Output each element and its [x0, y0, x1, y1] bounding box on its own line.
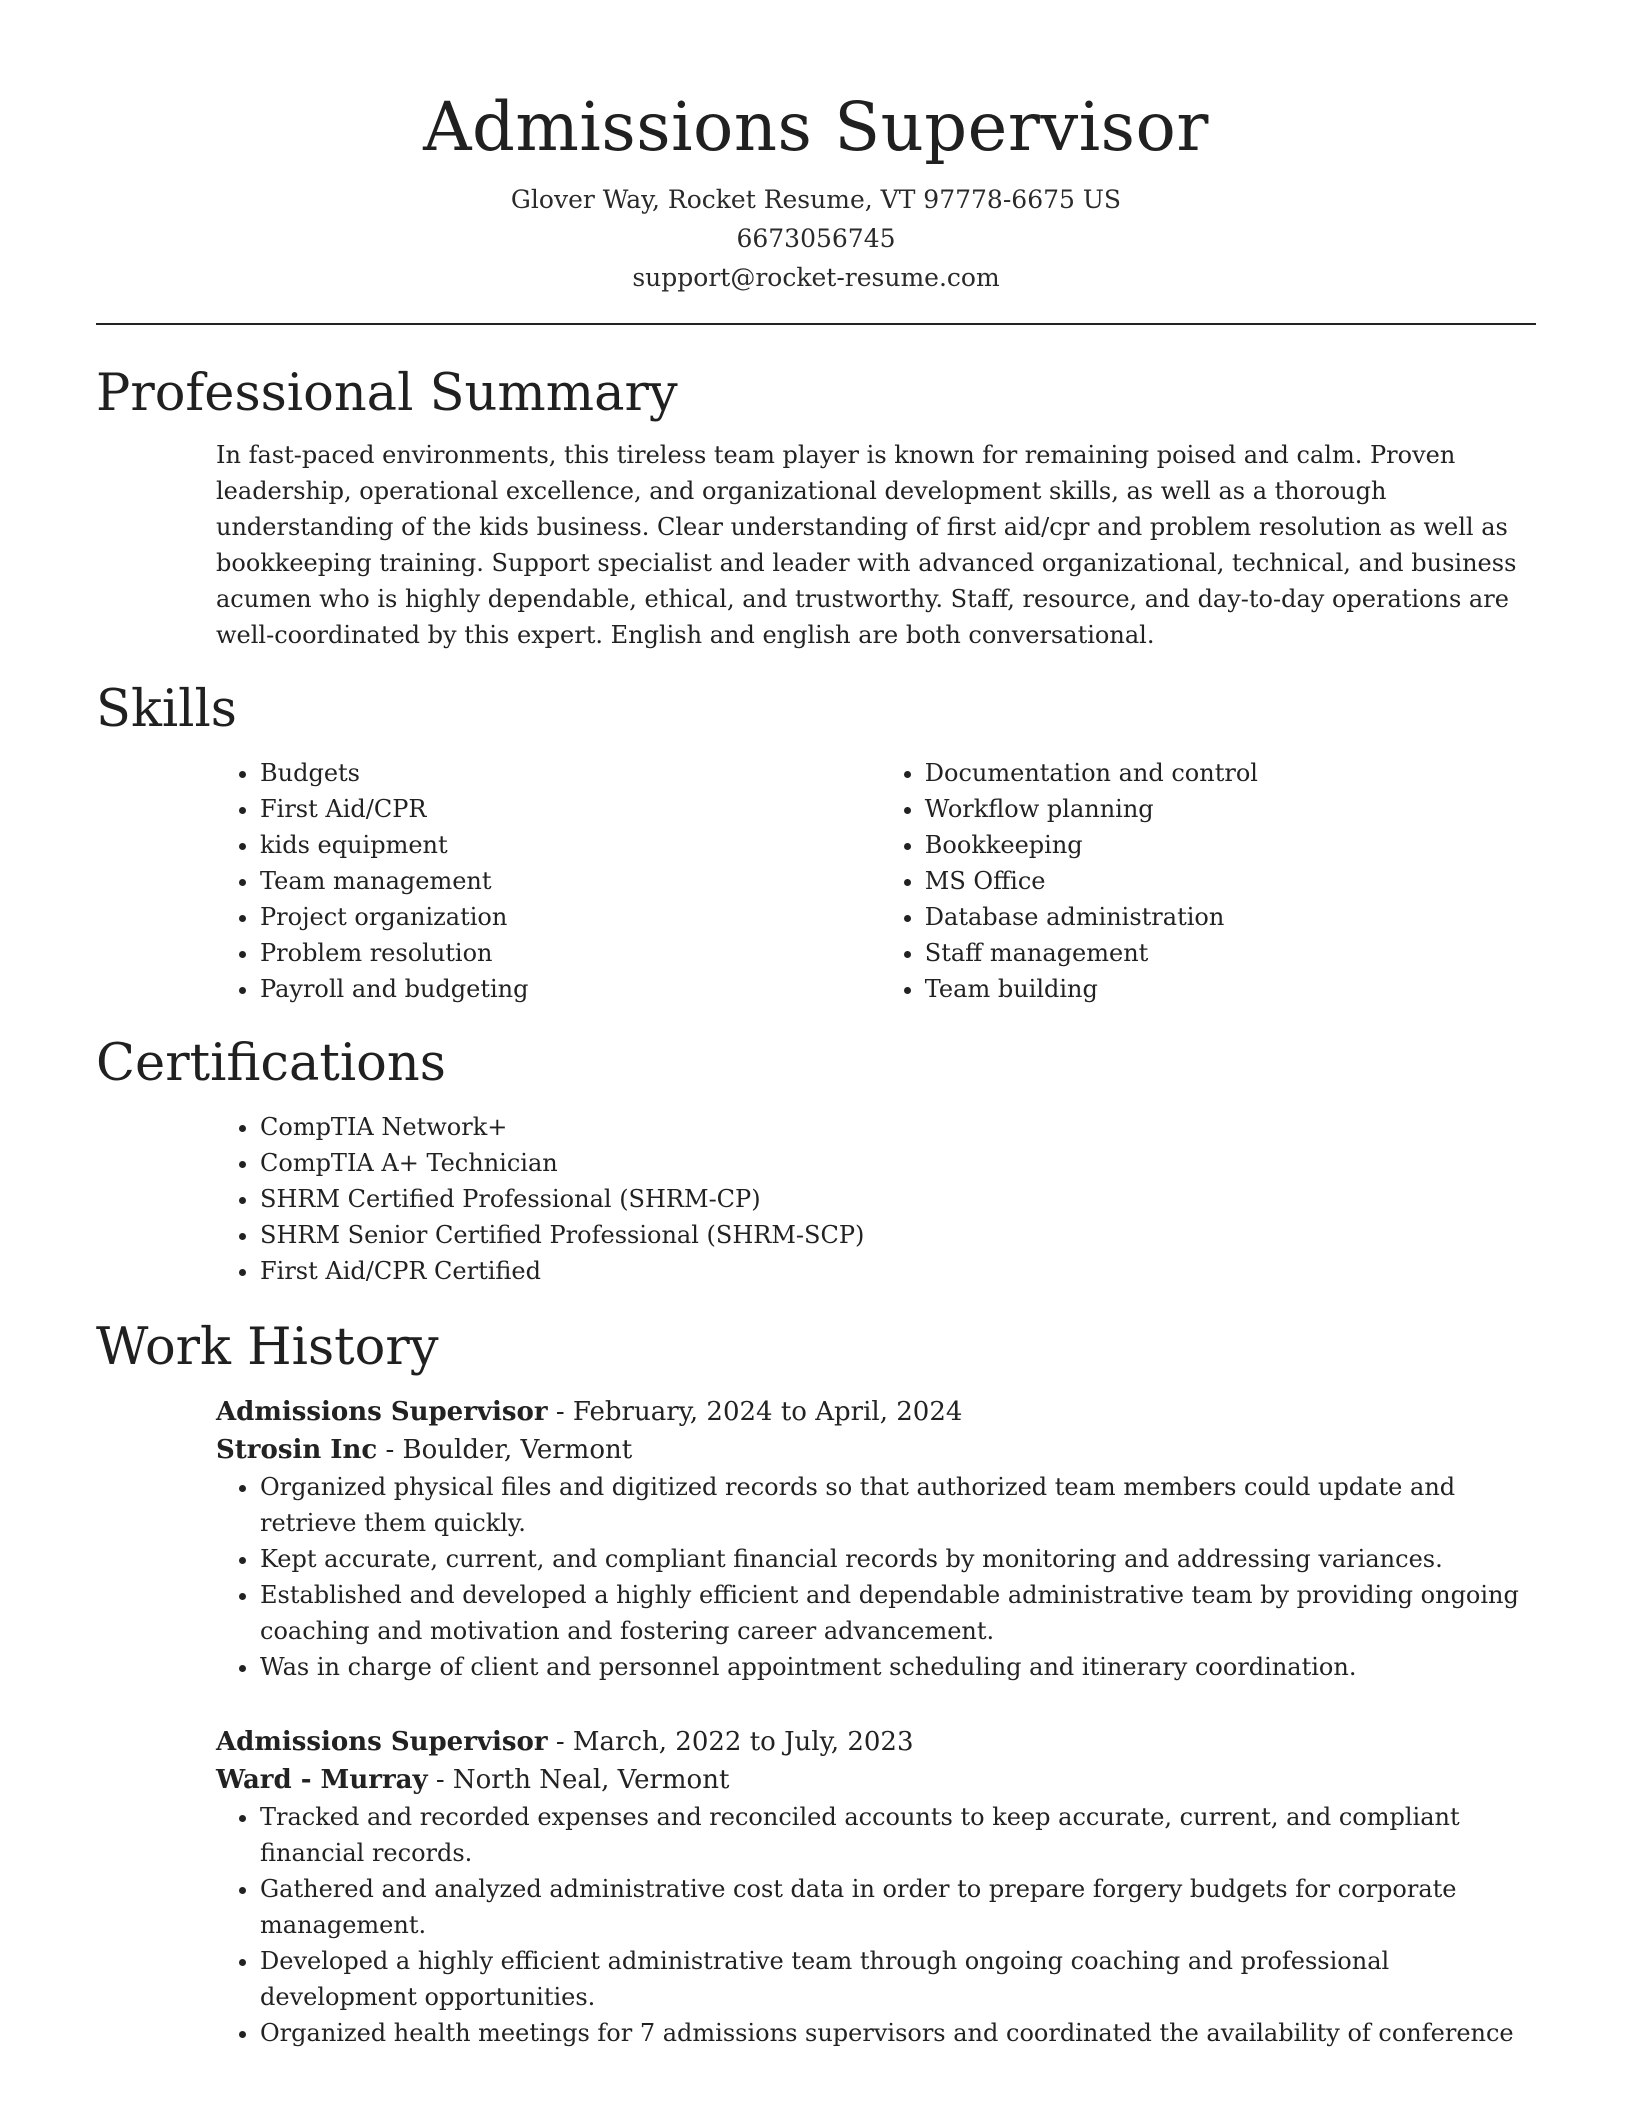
job-duty: • Was in charge of client and personnel appointment scheduling and itinerary coordination.	[260, 1649, 1536, 1685]
contact-block	[96, 180, 1536, 297]
job-duty: • Established and developed a highly efficient and dependable administrative team by providing ongoing coaching and motivation and fostering career advancement.	[260, 1577, 1536, 1649]
skill-item: • kids equipment	[260, 827, 881, 863]
job-entry	[216, 1393, 1536, 1685]
job-duty: • Developed a highly efficient administrative team through ongoing coaching and professional development opportunities.	[260, 1943, 1536, 2015]
job-role: Admissions Supervisor	[216, 1397, 548, 1427]
job-duty: • Organized physical files and digitized records so that authorized team members could update and retrieve them quickly.	[260, 1469, 1536, 1541]
job-duties-list	[216, 1469, 1536, 1685]
work-history-heading: Work History	[96, 1318, 439, 1377]
job-duty: • Gathered and analyzed administrative cost data in order to prepare forgery budgets for corporate management.	[260, 1871, 1536, 1943]
skills-columns	[216, 755, 1536, 1007]
job-role: Admissions Supervisor	[216, 1727, 548, 1757]
resume-page	[96, 0, 1536, 2051]
job-location: - Boulder, Vermont	[377, 1435, 633, 1465]
certification-item: • CompTIA A+ Technician	[260, 1145, 1536, 1181]
job-dates: - March, 2022 to July, 2023	[547, 1727, 914, 1757]
skill-item: • Project organization	[260, 899, 881, 935]
job-company-line	[216, 1431, 1536, 1469]
certification-item: • SHRM Senior Certified Professional (SHRM-SCP)	[260, 1217, 1536, 1253]
certifications-block	[216, 1109, 1536, 1289]
skill-item: • Team building	[925, 971, 1536, 1007]
skills-list-left	[216, 755, 881, 1007]
job-location: - North Neal, Vermont	[427, 1765, 730, 1795]
skill-item: • Problem resolution	[260, 935, 881, 971]
skill-item: • Budgets	[260, 755, 881, 791]
skill-item: • Documentation and control	[925, 755, 1536, 791]
certifications-list	[216, 1109, 1536, 1289]
job-company: Ward - Murray	[216, 1765, 428, 1795]
job-title-line	[216, 1723, 1536, 1761]
contact-phone: 6673056745	[736, 224, 896, 253]
skill-item: • Workflow planning	[925, 791, 1536, 827]
job-duty: • Kept accurate, current, and compliant financial records by monitoring and addressing variances.	[260, 1541, 1536, 1577]
job-duties-list	[216, 1799, 1536, 2051]
certification-item: • CompTIA Network+	[260, 1109, 1536, 1145]
contact-email: support@rocket-resume.com	[632, 263, 1000, 292]
job-title-line	[216, 1393, 1536, 1431]
skill-item: • Database administration	[925, 899, 1536, 935]
skills-heading: Skills	[96, 680, 237, 739]
summary-text: In fast-paced environments, this tireless team player is known for remaining poised and calm. Proven leadership, operational excellence, and organizational development skills, as well as a thorough understanding of the kids business. Clear understanding of first aid/cpr and problem resolution as well as bookkeeping training. Support specialist and leader with advanced organizational, technical, and business acumen who is highly dependable, ethical, and trustworthy. Staff, resource, and day-to-day operations are well-coordinated by this expert. English and english are both conversational.	[216, 441, 1517, 649]
job-company: Strosin Inc	[216, 1435, 378, 1465]
skills-list-right	[881, 755, 1536, 1007]
skill-item: • Team management	[260, 863, 881, 899]
job-duty: • Tracked and recorded expenses and reconciled accounts to keep accurate, current, and compliant financial records.	[260, 1799, 1536, 1871]
skill-item: • Payroll and budgeting	[260, 971, 881, 1007]
skill-item: • Bookkeeping	[925, 827, 1536, 863]
contact-address: Glover Way, Rocket Resume, VT 97778-6675 US	[510, 185, 1122, 214]
resume-name: Admissions Supervisor	[423, 88, 1209, 166]
job-company-line	[216, 1761, 1536, 1799]
skill-item: • First Aid/CPR	[260, 791, 881, 827]
job-duty: • Organized health meetings for 7 admissions supervisors and coordinated the availability of conference	[260, 2015, 1536, 2051]
summary-heading: Professional Summary	[96, 364, 678, 423]
header-divider	[96, 323, 1536, 325]
certifications-heading: Certifications	[96, 1034, 446, 1093]
certification-item: • First Aid/CPR Certified	[260, 1253, 1536, 1289]
job-dates: - February, 2024 to April, 2024	[547, 1397, 963, 1427]
skill-item: • Staff management	[925, 935, 1536, 971]
skill-item: • MS Office	[925, 863, 1536, 899]
job-entry	[216, 1723, 1536, 2051]
certification-item: • SHRM Certified Professional (SHRM-CP)	[260, 1181, 1536, 1217]
